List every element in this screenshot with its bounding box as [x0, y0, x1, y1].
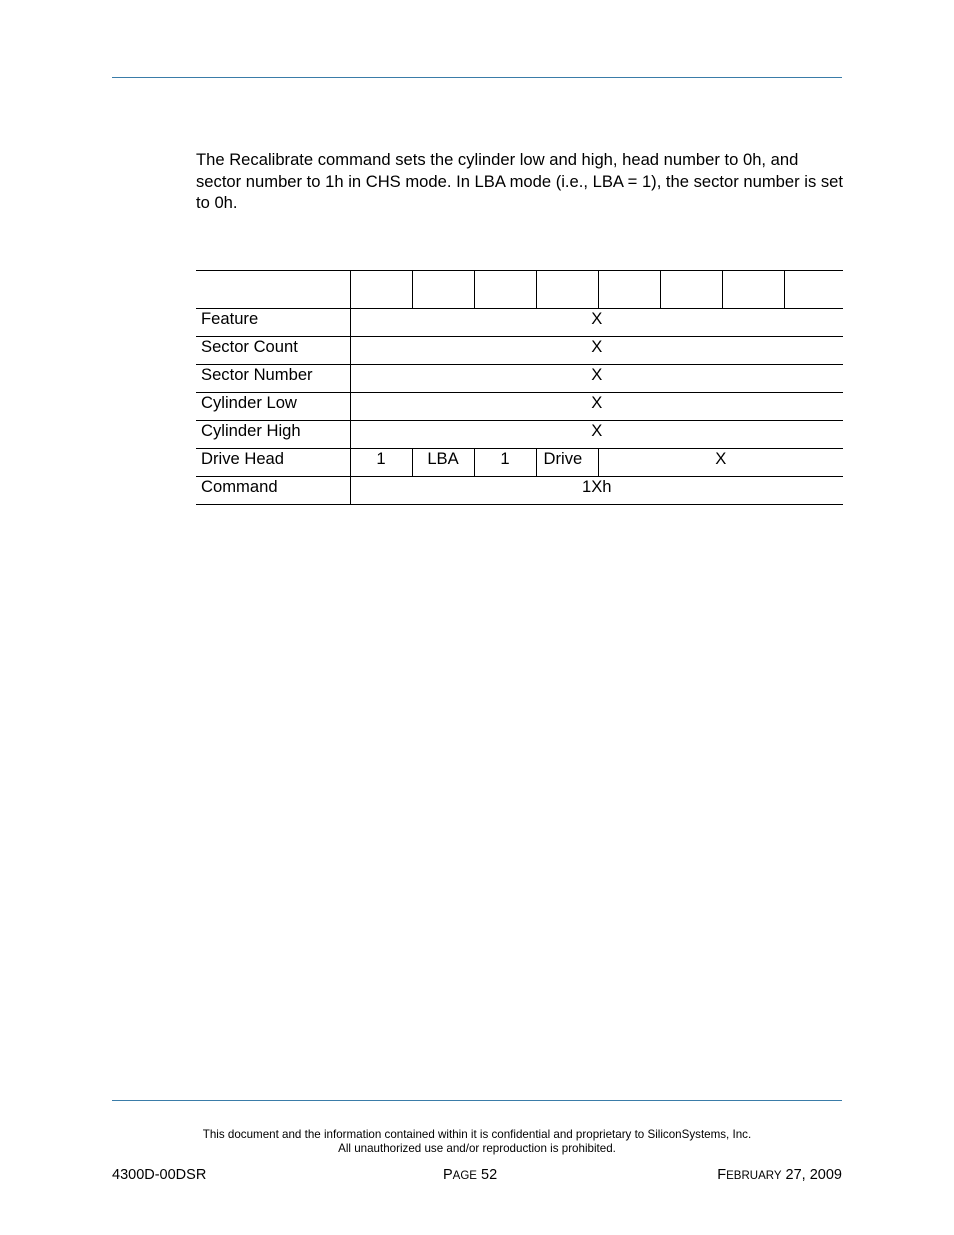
header-rule [112, 77, 842, 78]
body-paragraph: The Recalibrate command sets the cylinder low and high, head number to 0h, and sector number to 1h in CHS mode. In LBA mode (i.e., LBA = 1), the sector number is set to 0h. [196, 150, 844, 212]
header-cell [598, 271, 660, 309]
row-value-feature: X [350, 309, 843, 337]
drive-head-bit5: 1 [474, 449, 536, 477]
row-value-command: 1Xh [350, 477, 843, 505]
page-number [443, 1167, 497, 1183]
table-row [196, 337, 843, 365]
notice-line-2: All unauthorized use and/or reproduction is prohibited. [338, 1141, 616, 1155]
doc-number: 4300D-00DSR [112, 1167, 207, 1183]
row-label-sector-number: Sector Number [196, 365, 350, 393]
table-row [196, 421, 843, 449]
table-header-row [196, 271, 843, 309]
row-label-command: Command [196, 477, 350, 505]
register-table [196, 270, 843, 505]
table-row [196, 449, 843, 477]
date-tail: 27, 2009 [785, 1167, 842, 1183]
row-label-cylinder-low: Cylinder Low [196, 393, 350, 421]
page-prefix-cap: P [443, 1167, 453, 1183]
header-cell [196, 271, 350, 309]
document-date [717, 1167, 842, 1183]
notice-line-1: This document and the information contained within it is confidential and proprietary to SiliconSystems, Inc. [202, 1128, 752, 1141]
drive-head-bit7: 1 [350, 449, 412, 477]
page-prefix-rest: AGE [452, 1170, 477, 1182]
header-cell [412, 271, 474, 309]
date-rest: EBRUARY [726, 1170, 782, 1182]
drive-head-bit4: Drive [536, 449, 598, 477]
row-label-drive-head: Drive Head [196, 449, 350, 477]
table-row [196, 477, 843, 505]
drive-head-rest: X [598, 449, 843, 477]
header-cell [536, 271, 598, 309]
confidentiality-notice [112, 1128, 842, 1155]
header-cell [784, 271, 843, 309]
drive-head-bit6: LBA [412, 449, 474, 477]
table-row [196, 393, 843, 421]
row-label-cylinder-high: Cylinder High [196, 421, 350, 449]
row-value-sector-count: X [350, 337, 843, 365]
header-cell [474, 271, 536, 309]
header-cell [722, 271, 784, 309]
footer-rule [112, 1100, 842, 1101]
row-value-cylinder-low: X [350, 393, 843, 421]
row-label-sector-count: Sector Count [196, 337, 350, 365]
row-label-feature: Feature [196, 309, 350, 337]
header-cell [660, 271, 722, 309]
date-cap: F [717, 1167, 727, 1183]
header-cell [350, 271, 412, 309]
page-number-value: 52 [481, 1167, 498, 1183]
table-row [196, 365, 843, 393]
row-value-sector-number: X [350, 365, 843, 393]
row-value-cylinder-high: X [350, 421, 843, 449]
table-row [196, 309, 843, 337]
